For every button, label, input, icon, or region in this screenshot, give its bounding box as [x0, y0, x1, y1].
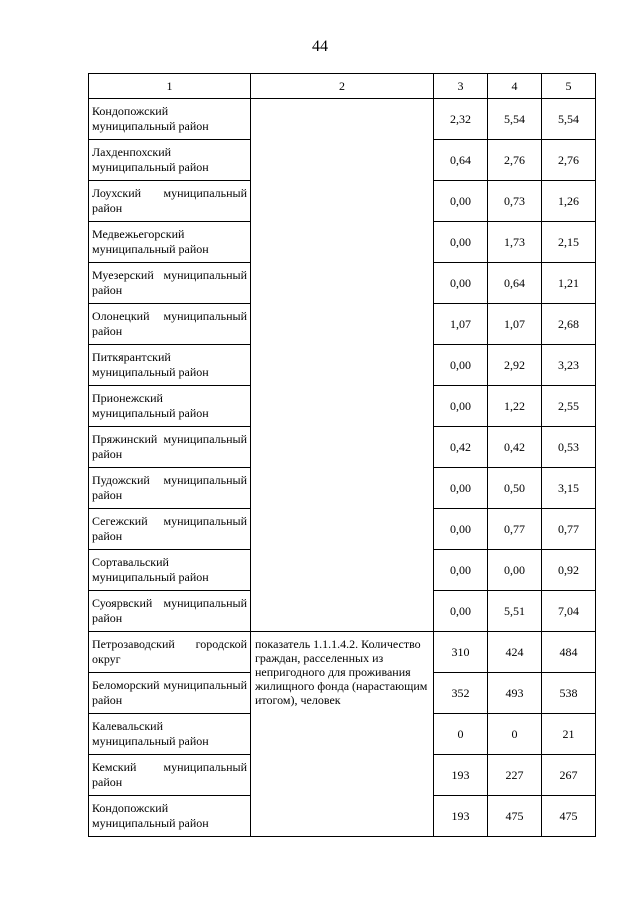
value-col3: 0,00	[434, 345, 488, 386]
value-col4: 0,50	[488, 468, 542, 509]
value-col4: 2,76	[488, 140, 542, 181]
value-col4: 0	[488, 714, 542, 755]
value-col5: 1,21	[542, 263, 596, 304]
district-name: Прионежский муниципальный район	[89, 386, 251, 427]
value-col4: 5,51	[488, 591, 542, 632]
page-number: 44	[312, 38, 328, 55]
value-col3: 193	[434, 796, 488, 837]
value-col4: 493	[488, 673, 542, 714]
column-header: 5	[542, 74, 596, 99]
value-col3: 1,07	[434, 304, 488, 345]
value-col3: 0,00	[434, 550, 488, 591]
value-col3: 310	[434, 632, 488, 673]
district-name: Пряжинский муниципальный район	[89, 427, 251, 468]
value-col4: 424	[488, 632, 542, 673]
value-col3: 0,00	[434, 181, 488, 222]
value-col3: 0,00	[434, 222, 488, 263]
value-col3: 0	[434, 714, 488, 755]
district-name: Медвежьегорский муниципальный район	[89, 222, 251, 263]
value-col4: 475	[488, 796, 542, 837]
column-header: 4	[488, 74, 542, 99]
value-col5: 2,76	[542, 140, 596, 181]
indicator-cell	[251, 99, 434, 632]
district-name: Сортавальский муниципальный район	[89, 550, 251, 591]
district-name: Суоярвский муниципальный район	[89, 591, 251, 632]
value-col5: 0,77	[542, 509, 596, 550]
district-name: Питкярантский муниципальный район	[89, 345, 251, 386]
value-col3: 0,00	[434, 509, 488, 550]
district-name: Кемский муниципальный район	[89, 755, 251, 796]
value-col5: 2,68	[542, 304, 596, 345]
district-name: Лоухский муниципальный район	[89, 181, 251, 222]
table-header-row	[89, 74, 596, 99]
value-col4: 1,22	[488, 386, 542, 427]
indicator-cell: показатель 1.1.1.4.2. Количество граждан, расселенных из непригодного для проживания жилищного фонда (нарастающим итогом), человек	[251, 632, 434, 837]
value-col4: 227	[488, 755, 542, 796]
value-col3: 0,00	[434, 386, 488, 427]
value-col3: 0,00	[434, 591, 488, 632]
value-col5: 3,23	[542, 345, 596, 386]
district-name: Сегежский муниципальный район	[89, 509, 251, 550]
value-col5: 0,92	[542, 550, 596, 591]
column-header: 1	[89, 74, 251, 99]
value-col4: 0,00	[488, 550, 542, 591]
value-col3: 352	[434, 673, 488, 714]
value-col5: 21	[542, 714, 596, 755]
value-col5: 538	[542, 673, 596, 714]
value-col3: 0,64	[434, 140, 488, 181]
table-row	[89, 99, 596, 140]
value-col5: 484	[542, 632, 596, 673]
value-col5: 267	[542, 755, 596, 796]
value-col5: 475	[542, 796, 596, 837]
value-col4: 1,73	[488, 222, 542, 263]
district-name: Муезерский муниципальный район	[89, 263, 251, 304]
value-col4: 0,77	[488, 509, 542, 550]
value-col5: 1,26	[542, 181, 596, 222]
value-col5: 5,54	[542, 99, 596, 140]
data-table	[88, 73, 596, 837]
table-row	[89, 632, 596, 673]
district-name: Петрозаводский городской округ	[89, 632, 251, 673]
district-name: Пудожский муниципальный район	[89, 468, 251, 509]
district-name: Кондопожский муниципальный район	[89, 99, 251, 140]
value-col4: 2,92	[488, 345, 542, 386]
district-name: Олонецкий муниципальный район	[89, 304, 251, 345]
district-name: Беломорский муниципальный район	[89, 673, 251, 714]
district-name: Калевальский муниципальный район	[89, 714, 251, 755]
value-col4: 5,54	[488, 99, 542, 140]
value-col5: 2,15	[542, 222, 596, 263]
value-col5: 0,53	[542, 427, 596, 468]
value-col3: 0,00	[434, 468, 488, 509]
value-col4: 0,42	[488, 427, 542, 468]
column-header: 2	[251, 74, 434, 99]
value-col3: 193	[434, 755, 488, 796]
value-col4: 0,64	[488, 263, 542, 304]
value-col3: 2,32	[434, 99, 488, 140]
district-name: Лахденпохский муниципальный район	[89, 140, 251, 181]
value-col4: 1,07	[488, 304, 542, 345]
value-col5: 3,15	[542, 468, 596, 509]
value-col3: 0,42	[434, 427, 488, 468]
column-header: 3	[434, 74, 488, 99]
district-name: Кондопожский муниципальный район	[89, 796, 251, 837]
value-col5: 7,04	[542, 591, 596, 632]
value-col5: 2,55	[542, 386, 596, 427]
value-col3: 0,00	[434, 263, 488, 304]
value-col4: 0,73	[488, 181, 542, 222]
